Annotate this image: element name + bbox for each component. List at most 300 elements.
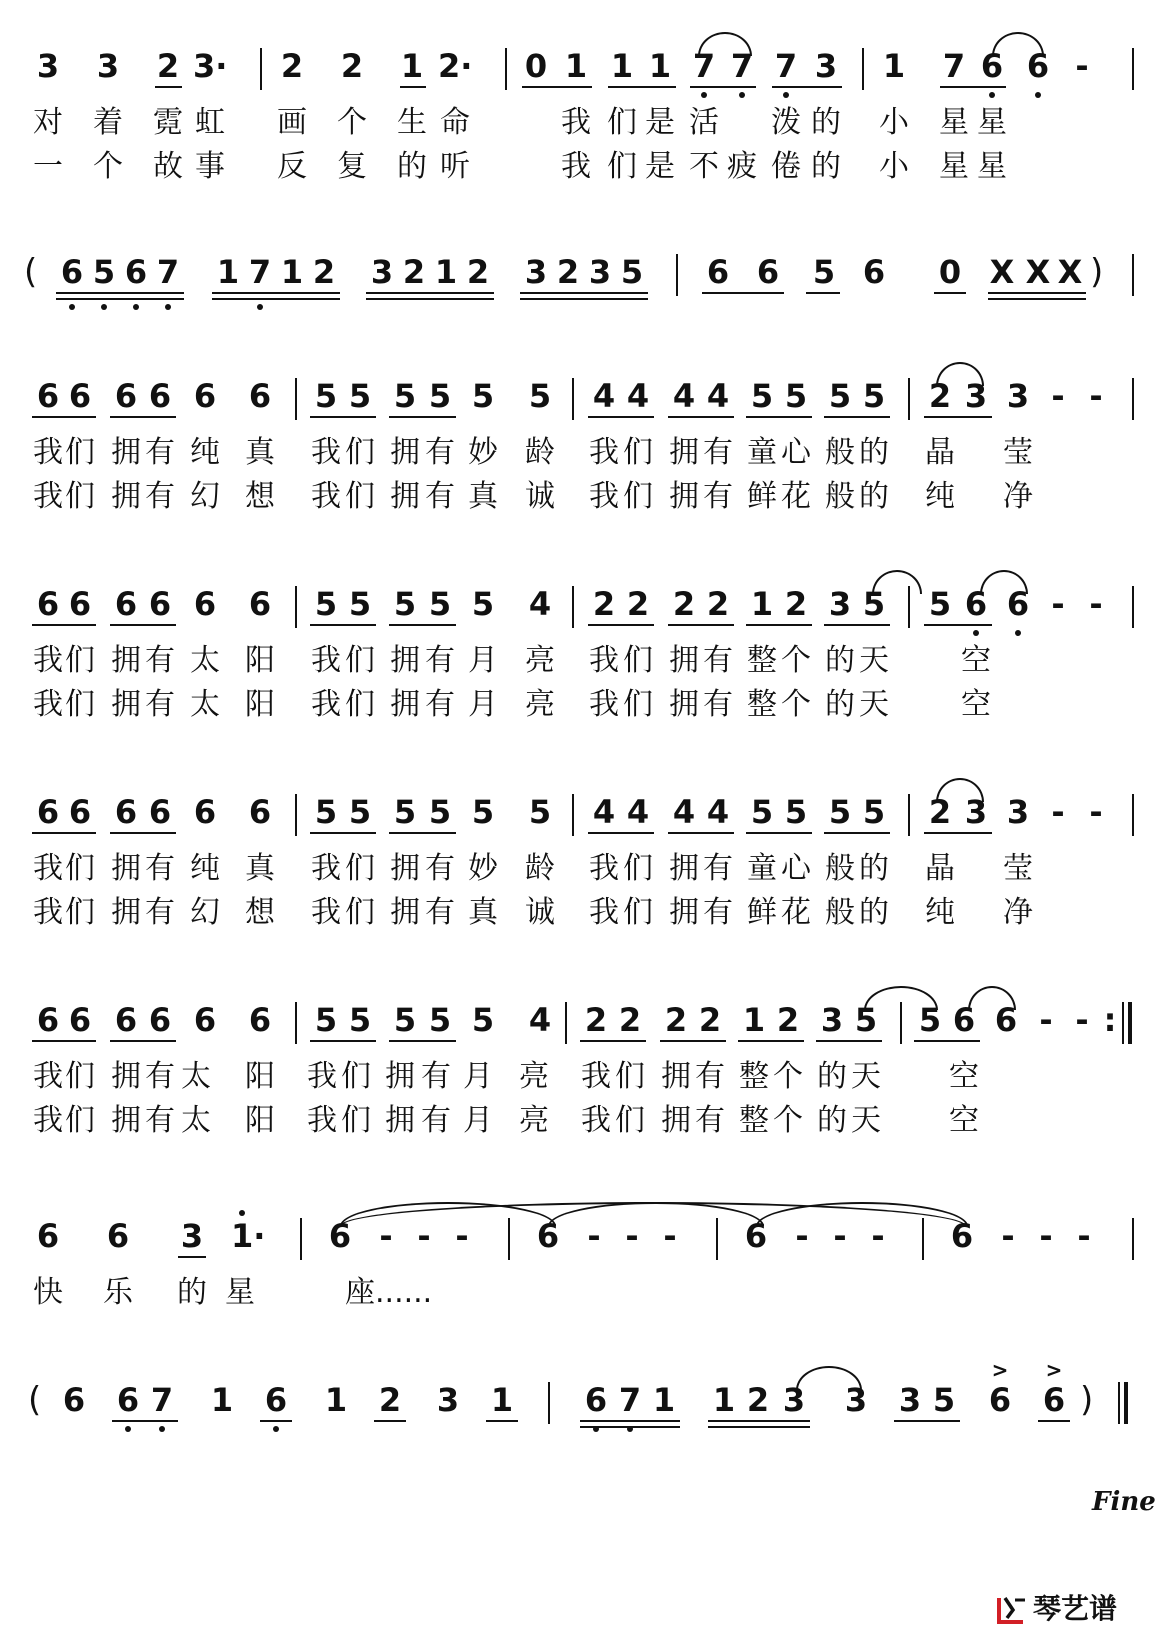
lyric-syllable: 我 bbox=[33, 643, 63, 678]
beam-underline bbox=[1038, 1420, 1070, 1422]
lyric-syllable: 拥 bbox=[385, 1103, 415, 1138]
lyric-syllable: 们 bbox=[65, 851, 95, 886]
lyric-line bbox=[0, 1057, 1160, 1097]
beam-underline bbox=[110, 624, 176, 626]
note: 6 bbox=[706, 253, 730, 291]
lyric-syllable: 乐 bbox=[103, 1275, 133, 1310]
lyric-syllable: 我 bbox=[307, 1059, 337, 1094]
note: 7 bbox=[248, 253, 272, 291]
note: 6 bbox=[193, 1001, 217, 1039]
note: 3 bbox=[844, 1381, 868, 1419]
lyric-syllable: 有 bbox=[425, 479, 455, 514]
barline bbox=[1132, 378, 1134, 420]
barline bbox=[572, 794, 574, 836]
note: 6 bbox=[756, 253, 780, 291]
note: 4 bbox=[626, 793, 650, 831]
lyric-syllable: 有 bbox=[145, 643, 175, 678]
lyric-syllable: 阳 bbox=[245, 687, 275, 722]
note: 3 bbox=[36, 47, 60, 85]
note: X bbox=[989, 253, 1015, 291]
note: 5 bbox=[784, 793, 808, 831]
note: 7 bbox=[618, 1381, 642, 1419]
note: 6 bbox=[536, 1217, 560, 1255]
beam-underline bbox=[400, 86, 426, 88]
lyric-syllable: 童 bbox=[747, 435, 777, 470]
beam-underline bbox=[588, 416, 654, 418]
lyric-syllable: 我 bbox=[589, 687, 619, 722]
lyric-syllable: 我 bbox=[589, 643, 619, 678]
note: 5 bbox=[92, 253, 116, 291]
note: 3 bbox=[96, 47, 120, 85]
octave-dot-below bbox=[739, 92, 745, 98]
note: 6 bbox=[36, 585, 60, 623]
note: 2 bbox=[928, 793, 952, 831]
note: 4 bbox=[592, 793, 616, 831]
note: 1 bbox=[652, 1381, 676, 1419]
octave-dot-below bbox=[273, 1426, 279, 1432]
note: 3 bbox=[180, 1217, 204, 1255]
lyric-syllable: 们 bbox=[615, 1103, 645, 1138]
note: 6 bbox=[744, 1217, 768, 1255]
lyric-line bbox=[0, 433, 1160, 473]
lyric-syllable: 阳 bbox=[245, 643, 275, 678]
lyric-syllable: 听 bbox=[440, 149, 470, 184]
lyric-syllable: 们 bbox=[65, 643, 95, 678]
lyric-syllable: 我 bbox=[311, 479, 341, 514]
lyric-line bbox=[0, 103, 1160, 143]
note: 1 bbox=[882, 47, 906, 85]
note: 3 bbox=[1006, 377, 1030, 415]
note: 7 bbox=[942, 47, 966, 85]
octave-dot-below bbox=[159, 1426, 165, 1432]
slur-tie bbox=[698, 32, 752, 56]
lyric-syllable: 幻 bbox=[190, 895, 220, 930]
lyric-syllable: 的 bbox=[859, 435, 889, 470]
note: 1 bbox=[280, 253, 304, 291]
lyric-syllable: 拥 bbox=[669, 687, 699, 722]
note: 3 bbox=[436, 1381, 460, 1419]
note: 5 bbox=[862, 585, 886, 623]
lyric-syllable: 们 bbox=[345, 851, 375, 886]
beam-underline bbox=[32, 832, 96, 834]
lyric-syllable: 太 bbox=[181, 1103, 211, 1138]
lyric-syllable: 太 bbox=[190, 687, 220, 722]
lyric-syllable: 拥 bbox=[390, 851, 420, 886]
beam-underline bbox=[310, 416, 376, 418]
lyric-syllable: 龄 bbox=[525, 851, 555, 886]
note: 2 bbox=[378, 1381, 402, 1419]
lyric-syllable: 亮 bbox=[519, 1059, 549, 1094]
note: 6 bbox=[36, 793, 60, 831]
beam-underline bbox=[366, 292, 494, 294]
note: 6 bbox=[950, 1217, 974, 1255]
lyric-syllable: 我 bbox=[33, 479, 63, 514]
lyric-syllable: 个 bbox=[781, 687, 811, 722]
beam-underline bbox=[389, 1040, 456, 1042]
beam-underline bbox=[588, 624, 654, 626]
note: 1 bbox=[434, 253, 458, 291]
lyric-syllable: 亮 bbox=[525, 643, 555, 678]
note: 5 bbox=[348, 585, 372, 623]
note: 5 bbox=[862, 377, 886, 415]
lyric-syllable: 心 bbox=[781, 851, 811, 886]
beam-underline bbox=[824, 416, 890, 418]
beam-underline bbox=[660, 1040, 726, 1042]
lyric-syllable: 太 bbox=[190, 643, 220, 678]
lyric-syllable: 花 bbox=[781, 479, 811, 514]
lyric-line bbox=[0, 477, 1160, 517]
lyric-syllable: 星 bbox=[977, 105, 1007, 140]
octave-dot-below bbox=[165, 304, 171, 310]
lyric-syllable: 拥 bbox=[390, 895, 420, 930]
slur-tie bbox=[936, 778, 984, 802]
note: 3 bbox=[1006, 793, 1030, 831]
note: 0 bbox=[938, 253, 962, 291]
lyric-syllable: 们 bbox=[623, 895, 653, 930]
lyric-syllable: 拥 bbox=[390, 687, 420, 722]
lyric-syllable: 整 bbox=[747, 643, 777, 678]
beam-underline bbox=[824, 832, 890, 834]
lyric-syllable: 我 bbox=[561, 105, 591, 140]
lyric-syllable: 霓 bbox=[153, 105, 183, 140]
lyric-syllable: 虹 bbox=[195, 105, 225, 140]
lyric-syllable: 星 bbox=[939, 105, 969, 140]
note: 6 bbox=[1006, 585, 1030, 623]
note: 6 bbox=[584, 1381, 608, 1419]
lyric-syllable: 空 bbox=[949, 1059, 979, 1094]
note: 6 bbox=[862, 253, 886, 291]
lyric-syllable: 有 bbox=[703, 435, 733, 470]
lyric-syllable: 有 bbox=[145, 851, 175, 886]
beam-underline bbox=[389, 832, 456, 834]
lyric-syllable: 想 bbox=[245, 895, 275, 930]
note: 3 bbox=[820, 1001, 844, 1039]
octave-dot-below bbox=[133, 304, 139, 310]
octave-dot-below bbox=[257, 304, 263, 310]
note: 2 bbox=[776, 1001, 800, 1039]
note: 5 bbox=[393, 585, 417, 623]
beam-underline bbox=[486, 1420, 518, 1422]
octave-dot-below bbox=[1015, 630, 1021, 636]
watermark-text: 琴艺谱 bbox=[1033, 1592, 1118, 1625]
lyric-syllable: 们 bbox=[345, 643, 375, 678]
note: 6 bbox=[124, 253, 148, 291]
note: - bbox=[1075, 47, 1089, 85]
note: - bbox=[795, 1217, 809, 1255]
lyric-syllable: 有 bbox=[703, 895, 733, 930]
barline bbox=[572, 586, 574, 628]
lyric-syllable: 的 bbox=[817, 1059, 847, 1094]
note: 3 bbox=[782, 1381, 806, 1419]
lyric-syllable: 的 bbox=[397, 149, 427, 184]
note: 7 bbox=[730, 47, 754, 85]
note: 4 bbox=[626, 377, 650, 415]
note: 6 bbox=[193, 585, 217, 623]
note: 2 bbox=[664, 1001, 688, 1039]
note: 6 bbox=[193, 377, 217, 415]
lyric-syllable: 个 bbox=[773, 1059, 803, 1094]
octave-dot-below bbox=[989, 92, 995, 98]
watermark-logo bbox=[995, 1590, 1145, 1630]
lyric-syllable: 们 bbox=[623, 687, 653, 722]
lyric-syllable: 真 bbox=[245, 435, 275, 470]
note: - bbox=[1089, 377, 1103, 415]
note: 5 bbox=[750, 377, 774, 415]
lyric-syllable: 疲 bbox=[727, 149, 757, 184]
lyric-syllable: 们 bbox=[607, 105, 637, 140]
note: 3 bbox=[524, 253, 548, 291]
lyric-syllable: 般 bbox=[825, 851, 855, 886]
slur-tie bbox=[864, 986, 938, 1010]
lyric-syllable: 我 bbox=[307, 1103, 337, 1138]
lyric-syllable: 我 bbox=[589, 435, 619, 470]
note: 5 bbox=[393, 793, 417, 831]
lyric-syllable: 空 bbox=[961, 687, 991, 722]
note: 2 bbox=[698, 1001, 722, 1039]
lyric-syllable: 拥 bbox=[661, 1059, 691, 1094]
note: 5 bbox=[828, 377, 852, 415]
lyric-syllable: 拥 bbox=[669, 895, 699, 930]
lyric-syllable: 倦 bbox=[771, 149, 801, 184]
octave-dot-below bbox=[1035, 92, 1041, 98]
lyric-syllable: 整 bbox=[739, 1059, 769, 1094]
note: 6 bbox=[36, 377, 60, 415]
beam-underline bbox=[924, 624, 992, 626]
lyric-syllable: 有 bbox=[421, 1103, 451, 1138]
slur-tie bbox=[992, 32, 1044, 56]
lyric-syllable: 们 bbox=[615, 1059, 645, 1094]
note: 3 bbox=[814, 47, 838, 85]
lyric-syllable: 活 bbox=[689, 105, 719, 140]
note: 6 bbox=[248, 793, 272, 831]
lyric-syllable: 个 bbox=[337, 105, 367, 140]
lyric-syllable: 纯 bbox=[925, 895, 955, 930]
note: 2 bbox=[928, 377, 952, 415]
lyric-syllable: 有 bbox=[145, 435, 175, 470]
slur-tie bbox=[936, 362, 984, 386]
note: 6 bbox=[116, 1381, 140, 1419]
note: 4 bbox=[672, 793, 696, 831]
lyric-syllable: 事 bbox=[195, 149, 225, 184]
note: 5 bbox=[528, 793, 552, 831]
lyric-syllable: 是 bbox=[645, 105, 675, 140]
note: 2 bbox=[312, 253, 336, 291]
lyric-syllable: 的 bbox=[177, 1275, 207, 1310]
lyric-syllable: 星 bbox=[225, 1275, 255, 1310]
beam-underline bbox=[522, 86, 592, 88]
lyric-syllable: 我 bbox=[311, 851, 341, 886]
note: 1 bbox=[210, 1381, 234, 1419]
final-barline-thin bbox=[1122, 1002, 1124, 1044]
lyric-syllable: 的 bbox=[825, 643, 855, 678]
lyric-line bbox=[0, 849, 1160, 889]
note: 5 bbox=[471, 585, 495, 623]
note: 6 bbox=[36, 1217, 60, 1255]
lyric-syllable: 生 bbox=[397, 105, 427, 140]
beam-underline bbox=[988, 292, 1086, 294]
lyric-syllable: 想 bbox=[245, 479, 275, 514]
note: 6 bbox=[248, 585, 272, 623]
lyric-syllable: 月 bbox=[468, 687, 498, 722]
lyric-syllable: 晶 bbox=[925, 851, 955, 886]
note: 5 bbox=[428, 377, 452, 415]
note: 5 bbox=[862, 793, 886, 831]
score-line bbox=[0, 1216, 1160, 1310]
lyric-syllable: 月 bbox=[468, 643, 498, 678]
note: 5 bbox=[393, 377, 417, 415]
lyric-syllable: 的 bbox=[859, 479, 889, 514]
beam-underline bbox=[110, 416, 176, 418]
lyric-syllable: 们 bbox=[65, 895, 95, 930]
note: 1· bbox=[231, 1217, 266, 1255]
note: 4 bbox=[672, 377, 696, 415]
lyric-syllable: 们 bbox=[623, 643, 653, 678]
lyric-syllable: 命 bbox=[440, 105, 470, 140]
note: 0 bbox=[524, 47, 548, 85]
beam-underline bbox=[668, 832, 734, 834]
lyric-syllable: 亮 bbox=[525, 687, 555, 722]
barline bbox=[1132, 586, 1134, 628]
lyric-line bbox=[0, 1273, 1160, 1313]
note: 5 bbox=[932, 1381, 956, 1419]
note: 6 bbox=[114, 793, 138, 831]
lyric-syllable: 天 bbox=[851, 1059, 881, 1094]
barline bbox=[676, 254, 678, 296]
lyric-syllable: 的 bbox=[859, 895, 889, 930]
octave-dot-below bbox=[701, 92, 707, 98]
lyric-syllable: 真 bbox=[468, 479, 498, 514]
note: X bbox=[1057, 253, 1083, 291]
parenthesis: ( bbox=[24, 252, 38, 292]
note: 2 bbox=[556, 253, 580, 291]
lyric-syllable: 有 bbox=[425, 687, 455, 722]
qinyipu-logo-icon bbox=[995, 1592, 1029, 1626]
accent-mark: > bbox=[1045, 1358, 1063, 1382]
lyric-syllable: 月 bbox=[463, 1103, 493, 1138]
beam-underline bbox=[260, 1420, 292, 1422]
beam-underline bbox=[824, 624, 890, 626]
lyric-syllable: 反 bbox=[277, 149, 307, 184]
note: 3 bbox=[370, 253, 394, 291]
score-line bbox=[0, 792, 1160, 930]
note: 6 bbox=[264, 1381, 288, 1419]
note: 7 bbox=[692, 47, 716, 85]
note: 5 bbox=[854, 1001, 878, 1039]
parenthesis: ( bbox=[28, 1380, 42, 1420]
note: 6 bbox=[114, 377, 138, 415]
lyric-syllable: 有 bbox=[703, 479, 733, 514]
lyric-syllable: 般 bbox=[825, 435, 855, 470]
note: 6 bbox=[1042, 1381, 1066, 1419]
note: 7 bbox=[774, 47, 798, 85]
beam-underline bbox=[588, 832, 654, 834]
note: 5 bbox=[428, 793, 452, 831]
note: 5 bbox=[314, 585, 338, 623]
note: 6 bbox=[952, 1001, 976, 1039]
fine-marking: Fine bbox=[1092, 1487, 1156, 1517]
barline bbox=[572, 378, 574, 420]
barline bbox=[1132, 794, 1134, 836]
lyric-syllable: 我 bbox=[33, 1103, 63, 1138]
beam-underline bbox=[32, 624, 96, 626]
note: - bbox=[833, 1217, 847, 1255]
beam-underline bbox=[520, 292, 648, 294]
lyric-syllable: 拥 bbox=[390, 643, 420, 678]
beam-underline-double bbox=[366, 298, 494, 300]
note: 3 bbox=[828, 585, 852, 623]
lyric-syllable: 一 bbox=[33, 149, 63, 184]
note: 6 bbox=[68, 377, 92, 415]
beam-underline bbox=[816, 1040, 882, 1042]
lyric-syllable: 对 bbox=[33, 105, 63, 140]
note: 4 bbox=[706, 793, 730, 831]
lyric-syllable: 我 bbox=[33, 851, 63, 886]
note: 6 bbox=[988, 1381, 1012, 1419]
lyric-syllable: 画 bbox=[277, 105, 307, 140]
lyric-syllable: 泼 bbox=[771, 105, 801, 140]
lyric-syllable: 阳 bbox=[245, 1103, 275, 1138]
note: 6 bbox=[114, 585, 138, 623]
beam-underline bbox=[580, 1420, 680, 1422]
note: 5 bbox=[928, 585, 952, 623]
note: 6 bbox=[1026, 47, 1050, 85]
slur-tie bbox=[872, 570, 922, 594]
beam-underline bbox=[934, 292, 966, 294]
lyric-syllable: 星 bbox=[939, 149, 969, 184]
lyric-syllable: 有 bbox=[145, 1059, 175, 1094]
lyric-syllable: 我 bbox=[311, 687, 341, 722]
lyric-syllable: 有 bbox=[695, 1059, 725, 1094]
lyric-syllable: 故 bbox=[153, 149, 183, 184]
lyric-line bbox=[0, 147, 1160, 187]
beam-underline bbox=[580, 1040, 646, 1042]
beam-underline bbox=[310, 1040, 376, 1042]
lyric-syllable: 拥 bbox=[669, 479, 699, 514]
octave-dot-below bbox=[627, 1426, 633, 1432]
note: 2 bbox=[466, 253, 490, 291]
lyric-syllable: 有 bbox=[145, 687, 175, 722]
lyric-syllable: 我 bbox=[581, 1103, 611, 1138]
lyric-syllable: 们 bbox=[623, 479, 653, 514]
score-line bbox=[0, 376, 1160, 514]
octave-dot-above bbox=[239, 1210, 245, 1216]
lyric-syllable: 我 bbox=[561, 149, 591, 184]
note: - bbox=[455, 1217, 469, 1255]
lyric-syllable: 妙 bbox=[468, 435, 498, 470]
lyric-syllable: 们 bbox=[65, 1059, 95, 1094]
lyric-syllable: 花 bbox=[781, 895, 811, 930]
note: 6 bbox=[62, 1381, 86, 1419]
barline bbox=[908, 378, 910, 420]
lyric-syllable: 有 bbox=[421, 1059, 451, 1094]
note: 2 bbox=[156, 47, 180, 85]
note: 6 bbox=[114, 1001, 138, 1039]
lyric-syllable: 有 bbox=[425, 895, 455, 930]
lyric-syllable: 龄 bbox=[525, 435, 555, 470]
barline bbox=[548, 1382, 550, 1424]
beam-underline bbox=[56, 292, 184, 294]
note: - bbox=[1001, 1217, 1015, 1255]
note: 3 bbox=[964, 377, 988, 415]
lyric-syllable: 小 bbox=[879, 105, 909, 140]
note: 1 bbox=[400, 47, 424, 85]
note: 5 bbox=[393, 1001, 417, 1039]
lyric-syllable: 拥 bbox=[111, 851, 141, 886]
lyric-syllable: 们 bbox=[65, 1103, 95, 1138]
barline bbox=[908, 794, 910, 836]
lyric-syllable: 们 bbox=[623, 435, 653, 470]
lyric-syllable: 净 bbox=[1003, 479, 1033, 514]
